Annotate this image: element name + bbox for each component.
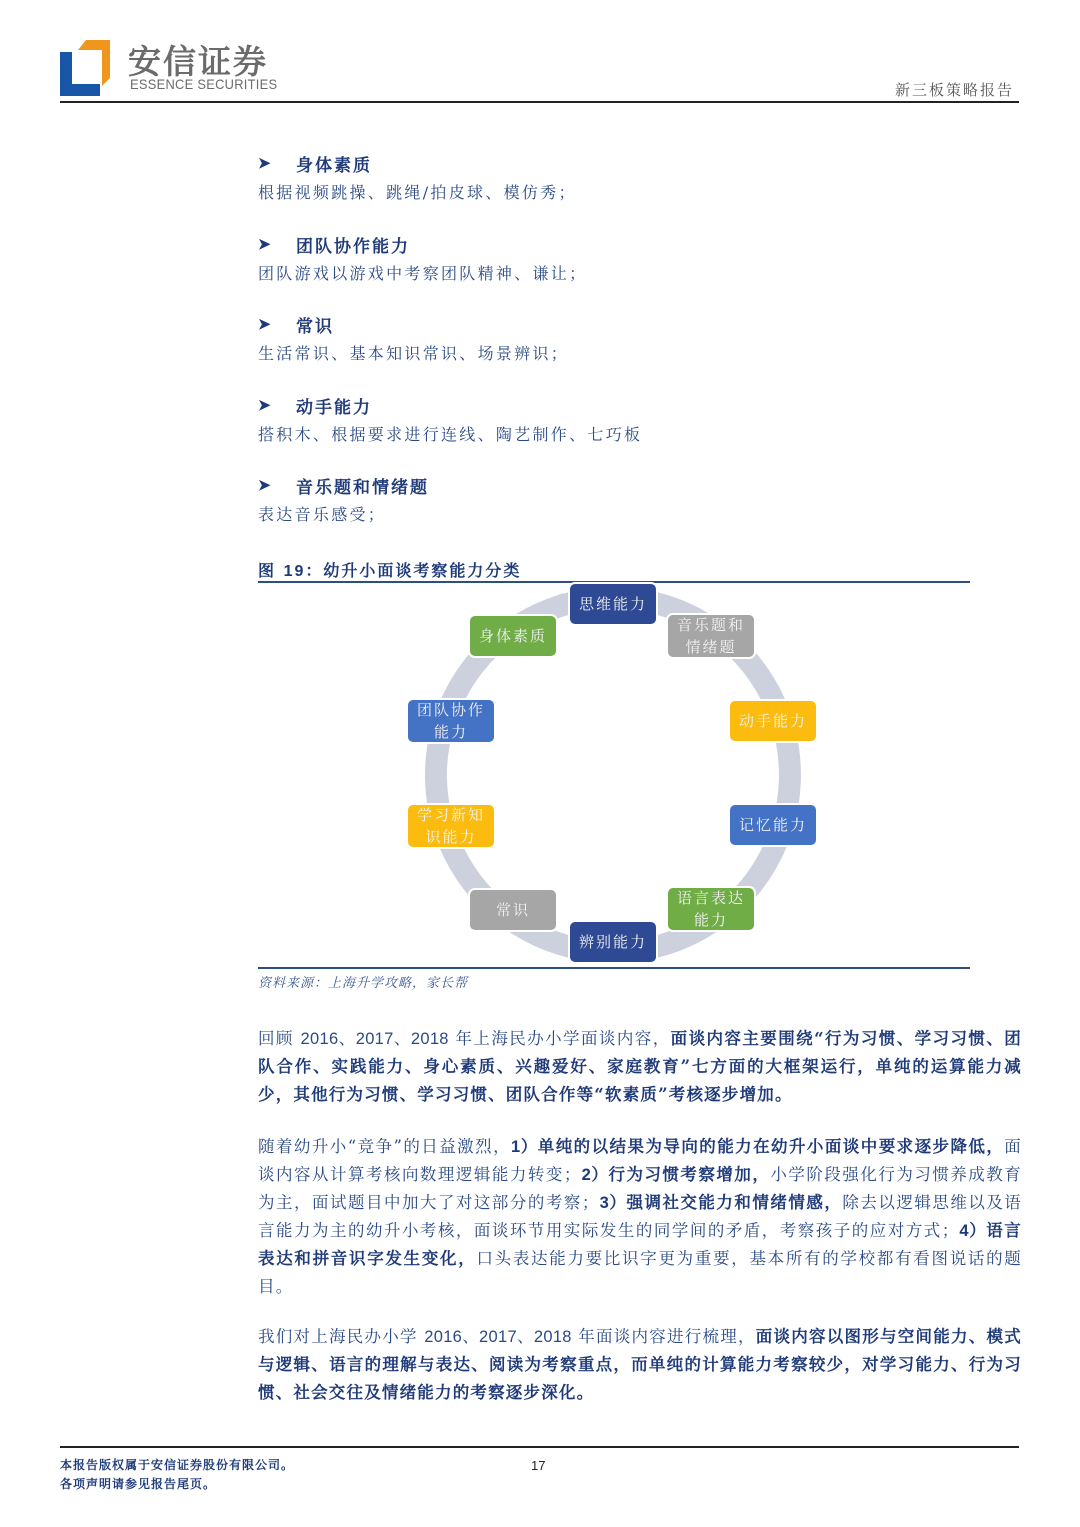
footer-divider — [60, 1446, 1019, 1448]
figure-caption: ：幼升小面谈考察能力分类 — [305, 561, 522, 580]
figure-bottom-rule — [258, 967, 970, 969]
ability-cycle-diagram — [258, 583, 970, 967]
section-body: 生活常识、基本知识常识、场景辨识； — [258, 344, 570, 363]
node-discrimination: 辨别能力 — [570, 922, 656, 962]
arrowhead-bullet-icon: ➤ — [258, 315, 273, 333]
section-body: 团队游戏以游戏中考察团队精神、谦让； — [258, 264, 588, 283]
arrowhead-bullet-icon: ➤ — [258, 476, 273, 494]
section-body: 表达音乐感受； — [258, 505, 387, 524]
node-hands-on: 动手能力 — [730, 701, 816, 741]
node-learning-new-knowledge: 学习新知 识能力 — [408, 805, 494, 847]
company-logo-icon — [60, 38, 112, 96]
node-memory: 记忆能力 — [730, 805, 816, 845]
node-common-sense: 常识 — [470, 890, 556, 930]
section-physical — [258, 150, 978, 206]
node-physical: 身体素质 — [470, 616, 556, 656]
section-title: 团队协作能力 — [296, 236, 410, 257]
paragraph-summary: 我们对上海民办小学 2016、2017、2018 年面谈内容进行梳理，面谈内容以图形与空间能力、模式与逻辑、语言的理解与表达、阅读为考察重点，而单纯的计算能力考察较少，对学习能力、行为习惯、社会交往及情绪能力的考察逐步深化。 — [258, 1327, 1023, 1402]
arrowhead-bullet-icon: ➤ — [258, 396, 273, 414]
figure-source: 资料来源：上海升学攻略，家长帮 — [258, 976, 469, 991]
node-thinking: 思维能力 — [570, 584, 656, 624]
figure-label: 图 — [258, 561, 277, 580]
copyright-notice: 本报告版权属于安信证券股份有限公司。 — [60, 1458, 295, 1472]
company-name-cn: 安信证券 — [128, 42, 268, 81]
node-music-emotion: 音乐题和 情绪题 — [668, 615, 754, 657]
section-title: 动手能力 — [296, 397, 372, 418]
section-title: 身体素质 — [296, 155, 372, 176]
node-teamwork: 团队协作 能力 — [408, 700, 494, 742]
figure-number: 19 — [283, 563, 306, 580]
section-teamwork — [258, 231, 978, 287]
figure-title — [258, 558, 521, 581]
section-title: 音乐题和情绪题 — [296, 477, 429, 498]
section-common-sense — [258, 311, 978, 367]
cycle-ring-icon — [258, 583, 970, 967]
section-music-emotion — [258, 472, 978, 528]
report-type: 新三板策略报告 — [894, 81, 1014, 99]
paragraph-review: 回顾 2016、2017、2018 年上海民办小学面谈内容，面谈内容主要围绕“行为习惯、学习习惯、团队合作、实践能力、身心素质、兴趣爱好、家庭教育”七方面的大框架运行，单纯的运算能力减少，其他行为习惯、学习习惯、团队合作等“软素质”考核逐步增加。 — [258, 1029, 1022, 1104]
paragraph-trends: 随着幼升小“竞争”的日益激烈，1）单纯的以结果为导向的能力在幼升小面谈中要求逐步降低，面谈内容从计算考核向数理逻辑能力转变；2）行为习惯考察增加，小学阶段强化行为习惯养成教育为主，面试题目中加大了对这部分的考察；3）强调社交能力和情绪情感，除去以逻辑思维以及语言能力为主的幼升小考核，面谈环节用实际发生的同学间的矛盾，考察孩子的应对方式；4）语言表达和拼音识字发生变化，口头表达能力要比识字更为重要，基本所有的学校都有看图说话的题目。 — [258, 1137, 1023, 1296]
node-language-expression: 语言表达 能力 — [668, 888, 754, 930]
page-number: 17 — [531, 1458, 546, 1473]
company-name-en: ESSENCE SECURITIES — [130, 76, 278, 92]
header-divider — [60, 101, 1019, 103]
disclaimer-notice: 各项声明请参见报告尾页。 — [60, 1477, 217, 1491]
section-body: 搭积木、根据要求进行连线、陶艺制作、七巧板 — [258, 425, 643, 444]
section-title: 常识 — [296, 316, 334, 337]
arrowhead-bullet-icon: ➤ — [258, 154, 273, 172]
arrowhead-bullet-icon: ➤ — [258, 235, 273, 253]
section-hands-on — [258, 392, 978, 448]
section-body: 根据视频跳操、跳绳/拍皮球、模仿秀； — [258, 183, 577, 202]
